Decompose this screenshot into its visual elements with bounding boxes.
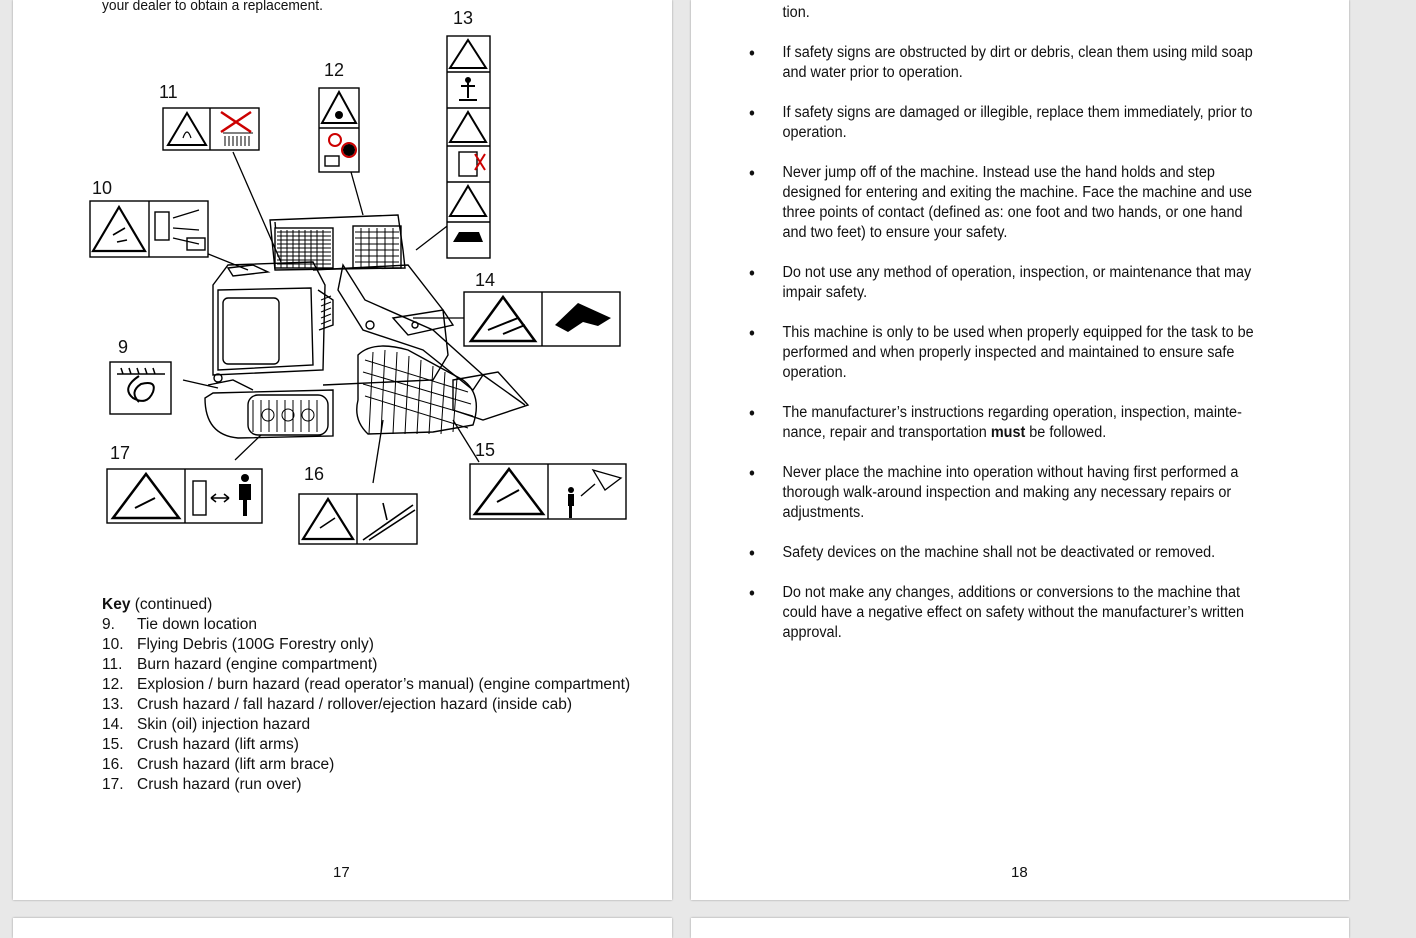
key-item-number: 9. [102,616,115,633]
key-item-number: 11. [102,656,123,673]
callout-12: 12 [324,60,345,80]
bullet-item [749,543,1266,563]
decal-14-skin-injection [464,292,620,346]
page-number: 18 [1011,864,1028,881]
key-item-number: 10. [102,636,124,653]
bullet-text: If safety signs are obstructed by dirt or debris, clean them using mild soap and water prior to operation. [782,44,1253,81]
key-item [102,675,630,695]
key-item-number: 15. [102,736,124,753]
bullet-text: This machine is only to be used when properly equipped for the task to be performed and when properly inspected and maintained to ensure safe operation. [782,324,1254,381]
bullet-text: If safety signs are damaged or illegible, replace them immediately, prior to operation. [782,104,1253,141]
next-page-left-edge [13,918,672,938]
bullet-dot: • [749,163,755,183]
key-item-number: 13. [102,696,124,713]
key-item [102,655,630,675]
bullet-dot: • [749,403,755,423]
bullet-item [749,583,1266,643]
key-item-number: 16. [102,756,124,773]
key-item-text: Crush hazard / fall hazard / rollover/ejection hazard (inside cab) [137,696,573,713]
decal-13-stack [447,36,490,258]
callout-16: 16 [304,464,325,484]
bullet-item [749,103,1266,143]
bullet-dot: • [749,43,755,63]
machine-safety-decal-diagram [13,0,672,590]
key-item-text: Crush hazard (lift arms) [137,736,299,753]
decal-10-flying-debris [90,201,208,257]
bullet-item [749,323,1266,383]
key-item-text: Explosion / burn hazard (read operator’s manual) (engine compartment) [137,676,631,693]
key-item-text: Crush hazard (lift arm brace) [137,756,335,773]
key-item-text: Crush hazard (run over) [137,776,302,793]
key-title: Key (continued) [102,596,213,613]
bullet-text: Never place the machine into operation without having first performed a thorough walk-around inspection and making any necessary repairs or adjustments. [782,464,1239,521]
top-text-fragment: your dealer to obtain a replacement. [102,0,323,14]
bullet-item [749,403,1266,443]
key-item-text: Skin (oil) injection hazard [137,716,311,733]
key-item [102,615,630,635]
key-legend [102,595,630,795]
callout-13: 13 [453,8,474,28]
key-item-text: Tie down location [137,616,258,633]
top-text-fragment: tion. [782,4,810,21]
decal-12-explosion-hazard [319,88,359,172]
bullet-item [749,43,1266,83]
callout-15: 15 [475,440,496,460]
decal-17-run-over [107,469,262,523]
key-item-number: 17. [102,776,124,793]
page-number: 17 [333,864,350,881]
key-item [102,735,630,755]
next-page-right-edge [691,918,1349,938]
bullet-dot: • [749,583,755,603]
bullet-text: Safety devices on the machine shall not be deactivated or removed. [782,544,1216,561]
bullet-text: The manufacturer’s instructions regarding operation, inspection, mainte-nance, repair and transportation [782,404,1242,441]
key-item-number: 12. [102,676,124,693]
bullet-item [749,163,1266,243]
decal-11-burn-hazard [163,108,259,150]
key-item-number: 14. [102,716,124,733]
bullet-dot: • [749,323,755,343]
decal-16-lift-arm-brace [299,494,417,544]
bullet-item [749,463,1266,523]
bullet-dot: • [749,263,755,283]
bullet-bold-text: must [990,424,1026,441]
safety-bullet-list [749,3,1309,663]
bullet-text: Never jump off of the machine. Instead use the hand holds and step designed for entering and exiting the machine. Face the machine and use three points of contact (defined as: one foot and two hands, or one hand and two feet) to ensure your safety. [782,164,1253,241]
callout-17: 17 [110,443,131,463]
bullet-dot: • [749,543,755,563]
bullet-text: Do not make any changes, additions or conversions to the machine that could have a negative effect on safety without the manufacturer’s written approval. [782,584,1245,641]
bullet-item [749,263,1266,303]
bullet-list [749,43,1309,643]
callout-10: 10 [92,178,113,198]
callout-14: 14 [475,270,496,290]
key-item [102,715,630,735]
key-item-text: Flying Debris (100G Forestry only) [137,636,374,653]
decal-15-lift-arms [470,464,626,519]
key-item-text: Burn hazard (engine compartment) [137,656,378,673]
page-18 [691,0,1349,900]
key-item [102,695,630,715]
bullet-text: be followed. [1025,424,1107,441]
key-list [102,615,630,795]
callout-11: 11 [159,82,178,102]
key-item [102,635,630,655]
bullet-dot: • [749,463,755,483]
callout-9: 9 [118,337,129,357]
bullet-dot: • [749,103,755,123]
page-17 [13,0,672,900]
key-item [102,755,630,775]
decal-9-tie-down [110,362,171,414]
bullet-text: Do not use any method of operation, inspection, or maintenance that may impair safety. [782,264,1252,301]
key-item [102,775,630,795]
